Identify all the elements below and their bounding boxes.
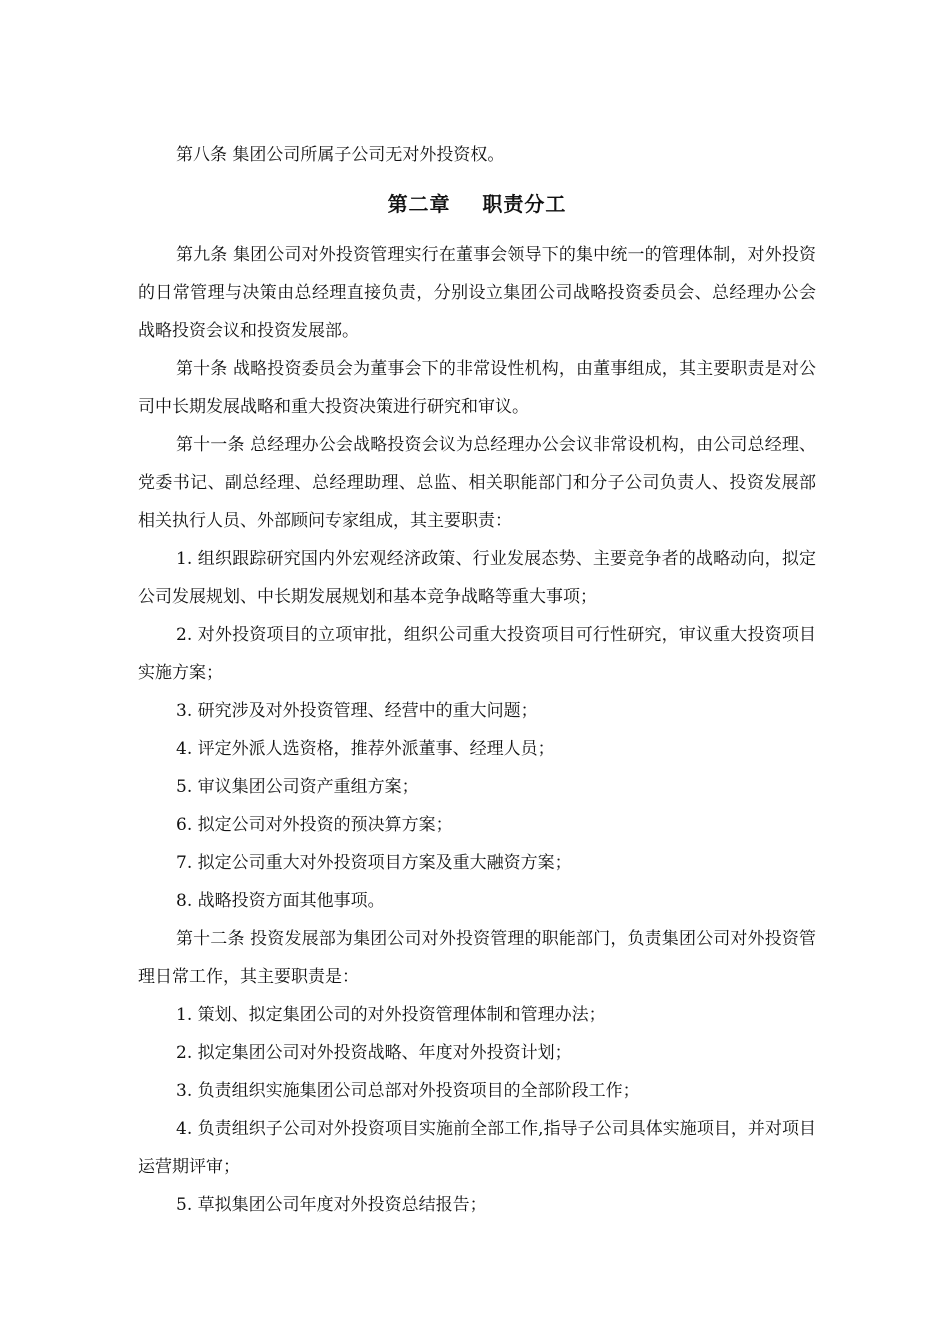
document-body: [138, 136, 816, 1224]
article-11-item-1: 1. 组织跟踪研究国内外宏观经济政策、行业发展态势、主要竞争者的战略动向，拟定公司发展规划、中长期发展规划和基本竞争战略等重大事项；: [138, 549, 816, 607]
article-11-item-5: 5. 审议集团公司资产重组方案；: [176, 777, 419, 797]
article-11-item-4: 4. 评定外派人选资格，推荐外派董事、经理人员；: [176, 739, 555, 759]
article-10: 第十条 战略投资委员会为董事会下的非常设性机构，由董事组成，其主要职责是对公司中长期发展战略和重大投资决策进行研究和审议。: [138, 359, 816, 417]
article-11-item-2: 2. 对外投资项目的立项审批，组织公司重大投资项目可行性研究，审议重大投资项目实施方案；: [138, 625, 816, 683]
article-11: 第十一条 总经理办公会战略投资会议为总经理办公会议非常设机构，由公司总经理、党委书记、副总经理、总经理助理、总监、相关职能部门和分子公司负责人、投资发展部相关执行人员、外部顾问专家组成，其主要职责：: [138, 435, 816, 531]
article-12: 第十二条 投资发展部为集团公司对外投资管理的职能部门，负责集团公司对外投资管理日常工作，其主要职责是：: [138, 929, 816, 987]
article-12-item-5: 5. 草拟集团公司年度对外投资总结报告；: [176, 1195, 487, 1215]
article-11-item-7: 7. 拟定公司重大对外投资项目方案及重大融资方案；: [176, 853, 572, 873]
article-9: 第九条 集团公司对外投资管理实行在董事会领导下的集中统一的管理体制，对外投资的日常管理与决策由总经理直接负责，分别设立集团公司战略投资委员会、总经理办公会战略投资会议和投资发展部。: [138, 245, 816, 341]
article-12-item-1: 1. 策划、拟定集团公司的对外投资管理体制和管理办法；: [176, 1005, 606, 1025]
article-11-item-6: 6. 拟定公司对外投资的预决算方案；: [176, 815, 453, 835]
article-8: 第八条 集团公司所属子公司无对外投资权。: [176, 145, 505, 165]
article-12-item-3: 3. 负责组织实施集团公司总部对外投资项目的全部阶段工作；: [176, 1081, 640, 1101]
article-11-item-8: 8. 战略投资方面其他事项。: [176, 891, 385, 911]
chapter-title: 第二章 职责分工: [387, 192, 567, 216]
article-11-item-3: 3. 研究涉及对外投资管理、经营中的重大问题；: [176, 701, 538, 721]
article-12-item-2: 2. 拟定集团公司对外投资战略、年度对外投资计划；: [176, 1043, 572, 1063]
article-12-item-4: 4. 负责组织子公司对外投资项目实施前全部工作,指导子公司具体实施项目，并对项目运营期评审；: [138, 1119, 816, 1177]
